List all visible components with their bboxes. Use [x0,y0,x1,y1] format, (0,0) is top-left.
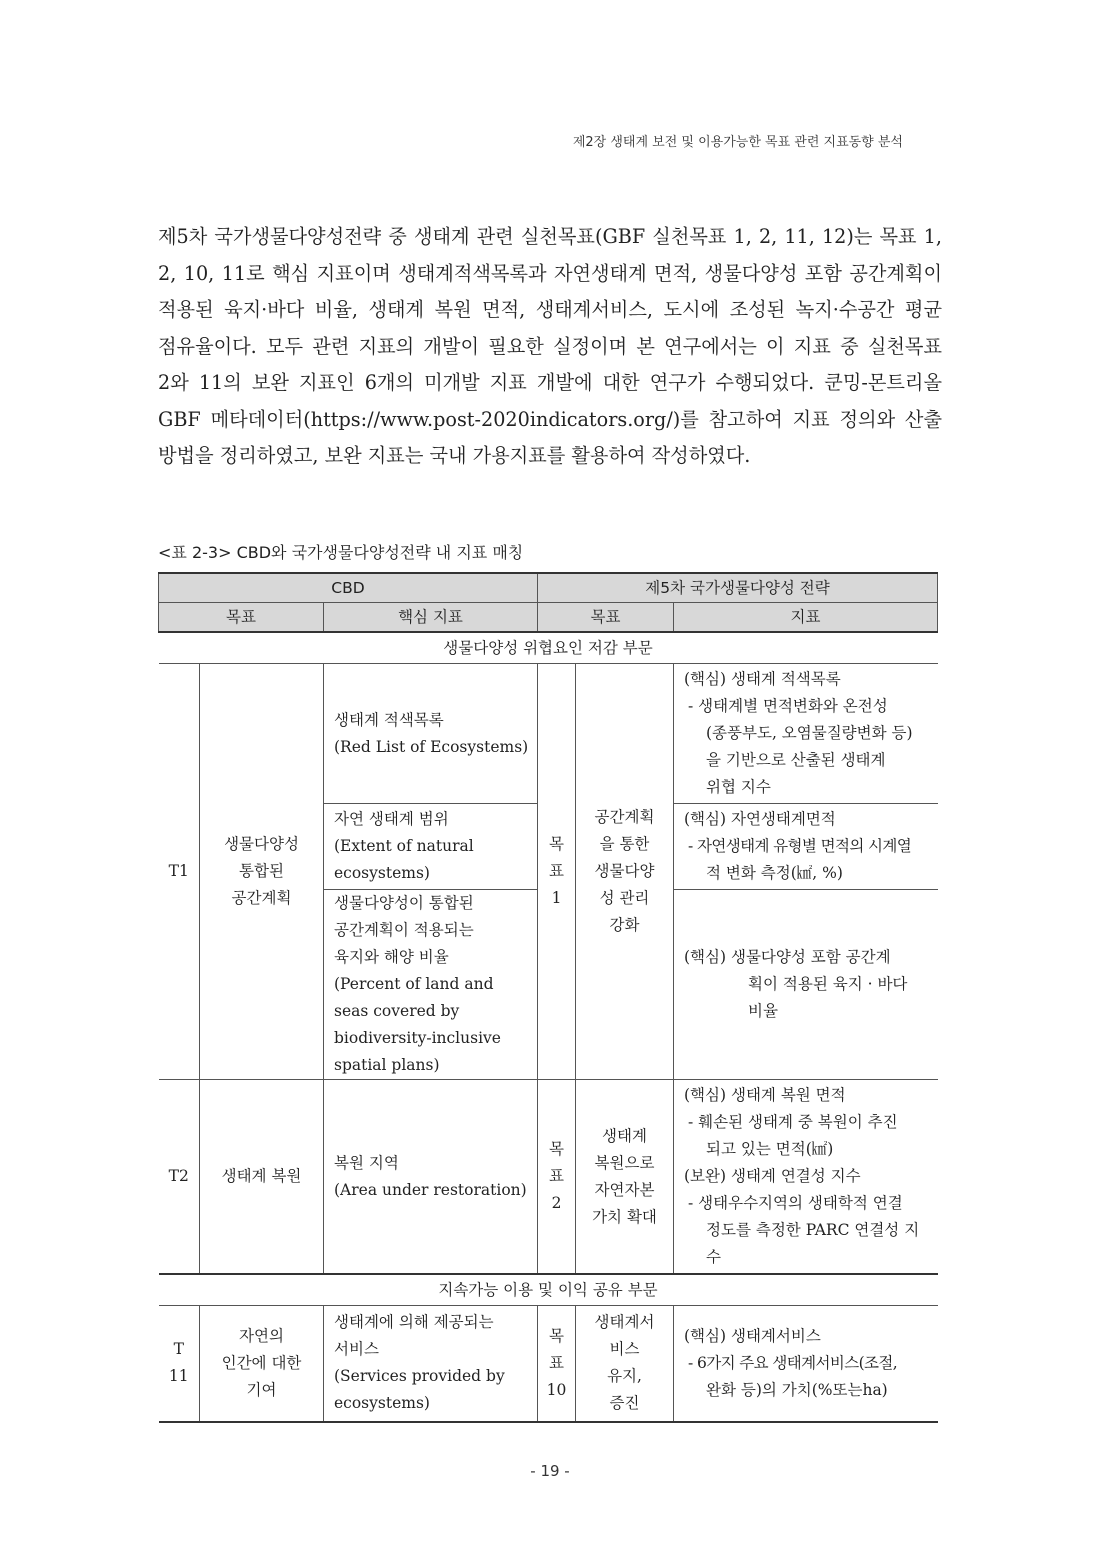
target-name: 생물다양성 통합된 공간계획 [200,664,324,1080]
nbsap-indicator: (핵심) 자연생태계면적 - 자연생태계 유형별 면적의 시계열 적 변화 측정(㎢, %) [674,804,938,890]
target-code: T 11 [159,1306,200,1422]
header-indicator: 지표 [674,603,938,633]
nbsap-goal-number: 목 표 10 [538,1306,576,1422]
paragraph-line: 2, 10, 11로 핵심 지표이며 생태계적색목록과 자연생태계 면적, 생물다양성 포함 공간계획이 [158,261,942,285]
running-header: 제2장 생태계 보전 및 이용가능한 목표 관련 지표동향 분석 [572,135,903,150]
header-core-indicator: 핵심 지표 [324,603,538,633]
nbsap-goal-name: 생태계 복원으로 자연자본 가치 확대 [576,1080,674,1275]
header-nbsap-goal: 목표 [538,603,674,633]
table-row [159,1080,938,1275]
core-indicator: 생태계에 의해 제공되는 서비스 (Services provided by ecosystems) [324,1306,538,1422]
paragraph-line: 방법을 정리하였고, 보완 지표는 국내 가용지표를 활용하여 작성하였다. [158,444,751,467]
paragraph-line: 적용된 육지·바다 비율, 생태계 복원 면적, 생태계서비스, 도시에 조성된 녹지·수공간 평균 [158,298,942,321]
section-label: 생물다양성 위협요인 저감 부문 [159,632,938,664]
table-row [159,1306,938,1422]
header-goal: 목표 [159,603,324,633]
header-nbsap: 제5차 국가생물다양성 전략 [538,573,938,603]
table-header-group-row [159,573,938,603]
core-indicator: 생태계 적색목록 (Red List of Ecosystems) [324,664,538,804]
section-row [159,632,938,664]
target-code: T1 [159,664,200,1080]
table-row [159,664,938,804]
core-indicator: 자연 생태계 범위 (Extent of natural ecosystems) [324,804,538,890]
target-name: 생태계 복원 [200,1080,324,1275]
body-paragraph [158,219,942,475]
nbsap-indicator: (핵심) 생물다양성 포함 공간계 획이 적용된 육지 · 바다 비율 [674,890,938,1080]
target-name: 자연의 인간에 대한 기여 [200,1306,324,1422]
indicator-matching-table [158,572,938,1423]
paragraph-line: 점유율이다. 모두 관련 지표의 개발이 필요한 실정이며 본 연구에서는 이 지표 중 실천목표 [158,334,942,358]
header-cbd: CBD [159,573,538,603]
nbsap-indicator: (핵심) 생태계 복원 면적 - 훼손된 생태계 중 복원이 추진 되고 있는 면적(㎢) (보완) 생태계 연결성 지수 - 생태우수지역의 생태학적 연결 정도를 측정한 PARC 연결성 지 수 [674,1080,938,1275]
target-code: T2 [159,1080,200,1275]
nbsap-goal-number: 목 표 1 [538,664,576,1080]
table-caption: <표 2-3> CBD와 국가생물다양성전략 내 지표 매칭 [158,543,524,562]
nbsap-goal-name: 공간계획 을 통한 생물다양 성 관리 강화 [576,664,674,1080]
nbsap-indicator: (핵심) 생태계 적색목록 - 생태계별 면적변화와 온전성 (종풍부도, 오염물질량변화 등) 을 기반으로 산출된 생태계 위협 지수 [674,664,938,804]
page-number: - 19 - [530,1462,570,1480]
nbsap-goal-number: 목 표 2 [538,1080,576,1275]
paragraph-line: GBF 메타데이터(https://www.post-2020indicators.org/)를 참고하여 지표 정의와 산출 [158,407,942,431]
paragraph-line: 제5차 국가생물다양성전략 중 생태계 관련 실천목표(GBF 실천목표 1, 2, 11, 12)는 목표 1, [158,225,942,248]
core-indicator: 복원 지역 (Area under restoration) [324,1080,538,1275]
nbsap-goal-name: 생태계서 비스 유지, 증진 [576,1306,674,1422]
nbsap-indicator: (핵심) 생태계서비스 - 6가지 주요 생태계서비스(조절, 완화 등)의 가치(%또는ha) [674,1306,938,1422]
paragraph-line: 2와 11의 보완 지표인 6개의 미개발 지표 개발에 대한 연구가 수행되었다. 쿤밍-몬트리올 [158,371,942,394]
table-header-row [159,603,938,633]
section-row [159,1274,938,1306]
core-indicator: 생물다양성이 통합된 공간계획이 적용되는 육지와 해양 비율 (Percent of land and seas covered by biodiversity-inclusive spatial plans) [324,890,538,1080]
section-label: 지속가능 이용 및 이익 공유 부문 [159,1274,938,1306]
